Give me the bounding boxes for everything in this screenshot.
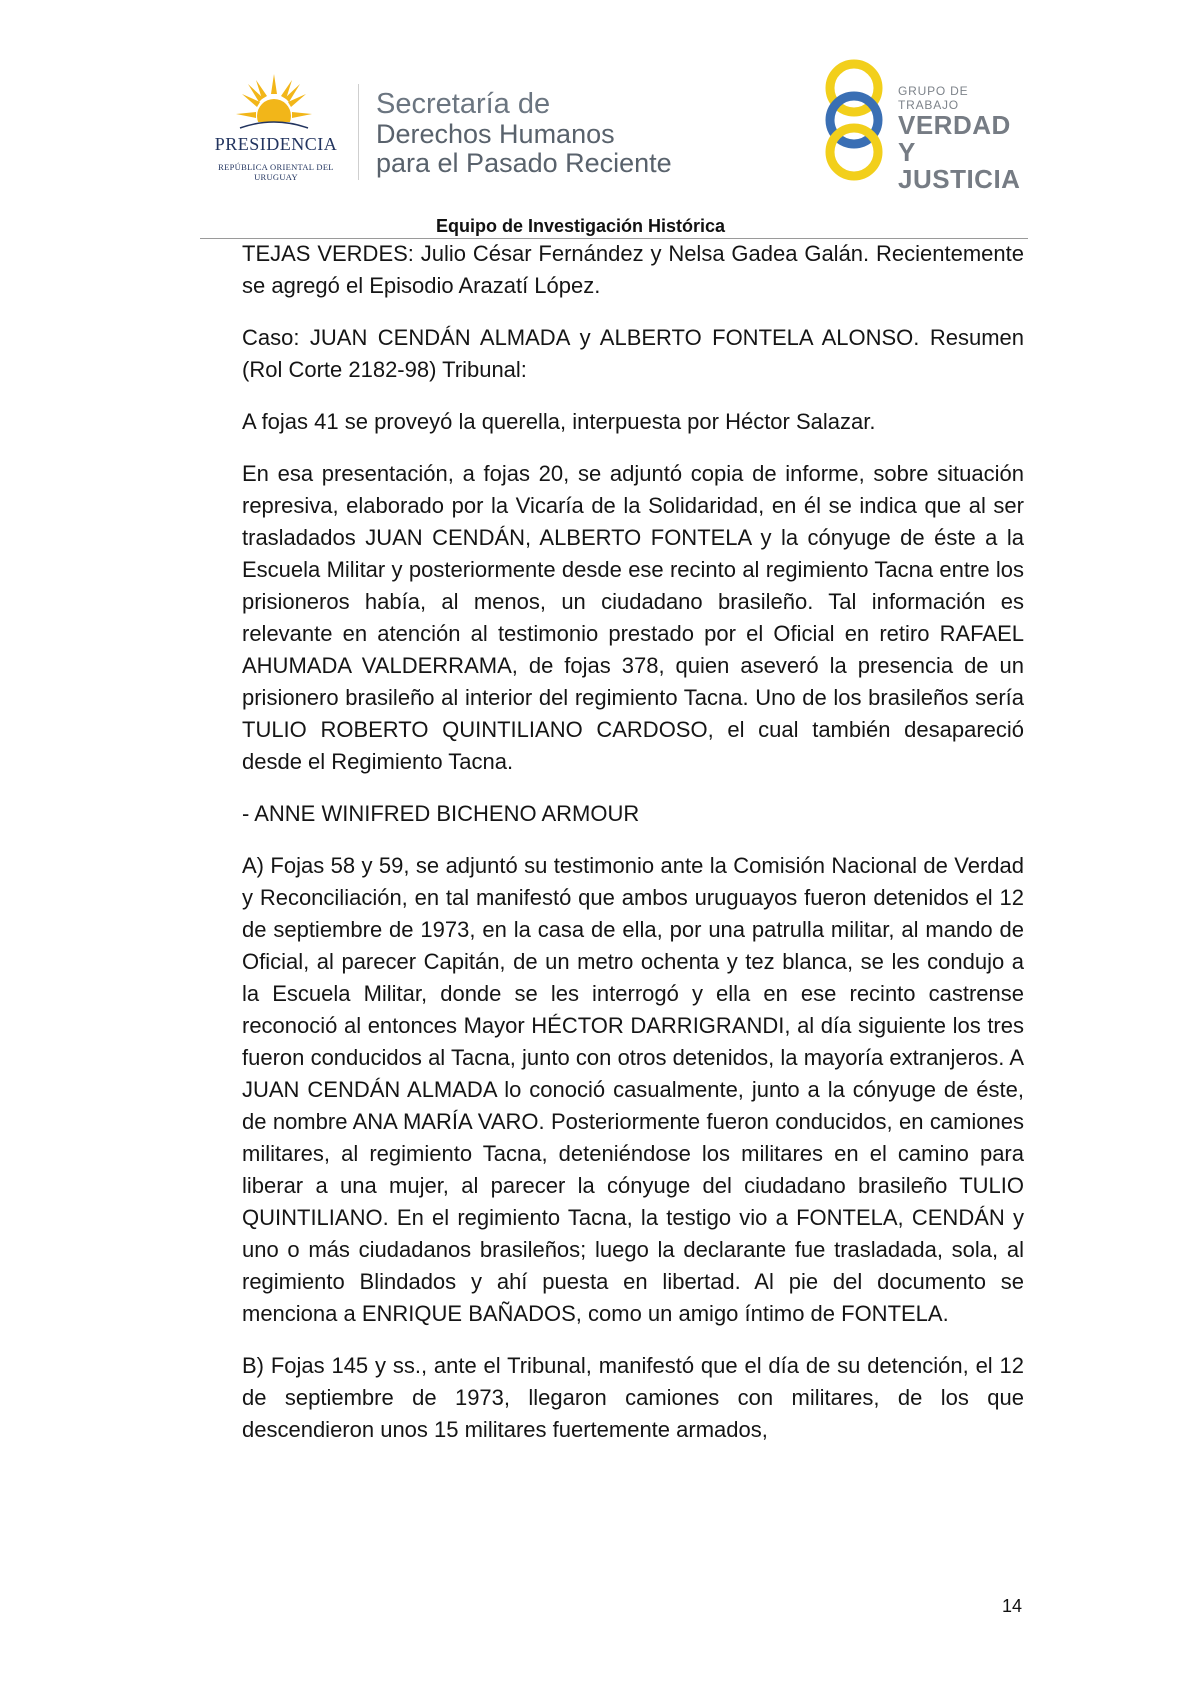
paragraph: B) Fojas 145 y ss., ante el Tribunal, manifestó que el día de su detención, el 12 de septiembre de 1973, llegaron camiones con militares, de los que descendieron unos 15 militares fuertemente armados, [242,1353,1024,1442]
sun-icon [234,72,314,134]
presidencia-wordmark: PRESIDENCIA [214,134,338,154]
presidencia-logo [196,72,356,182]
secretaria-line-2: Derechos Humanos [376,119,615,149]
paragraph: A) Fojas 58 y 59, se adjuntó su testimonio ante la Comisión Nacional de Verdad y Reconciliación, en tal manifestó que ambos uruguayos fueron detenidos el 12 de septiembre de 1973, en la casa de ella, por una patrulla militar, al mando de Oficial, al parecer Capitán, de un metro ochenta y tez blanca, se les condujo a la Escuela Militar, donde se les interrogó y ella en ese recinto castrense reconoció al entonces Mayor HÉCTOR DARRIGRANDI, al día siguiente los tres fueron conducidos al Tacna, junto con otros detenidos, la mayoría extranjeros. A JUAN CENDÁN ALMADA lo conoció casualmente, junto a la cónyuge de éste, de nombre ANA MARÍA VARO. Posteriormente fueron conducidos, en camiones militares, al regimiento Tacna, deteniéndose los militares en el camino para liberar a una mujer, al parecer la cónyuge del ciudadano brasileño TULIO QUINTILIANO. En el regimiento Tacna, la testigo vio a FONTELA, CENDÁN y uno o más ciudadanos brasileños; luego la declarante fue trasladada, sola, al regimiento Blindados y ahí puesta en libertad. Al pie del documento se menciona a ENRIQUE BAÑADOS, como un amigo íntimo de FONTELA. [242,853,1024,1326]
secretaria-line-3: para el Pasado Reciente [376,148,672,178]
secretaria-line-1: Secretaría de [376,88,551,120]
secretaria-logo-text [376,88,672,178]
verdad-label: VERDAD Y [898,110,1011,167]
document-body [242,238,1024,1466]
paragraph: A fojas 41 se proveyó la querella, interpuesta por Héctor Salazar. [242,409,876,434]
rings-icon [818,54,898,184]
paragraph: En esa presentación, a fojas 20, se adjuntó copia de informe, sobre situación represiva, elaborado por la Vicaría de la Solidaridad, en él se indica que al ser trasladados JUAN CENDÁN, ALBERTO FONTELA y la cónyuge de éste a la Escuela Militar y posteriormente desde ese recinto al regimiento Tacna entre los prisioneros había, al menos, un ciudadano brasileño. Tal información es relevante en atención al testimonio prestado por el Oficial en retiro RAFAEL AHUMADA VALDERRAMA, de fojas 378, quien aseveró la presencia de un prisionero brasileño al interior del regimiento Tacna. Uno de los brasileños sería TULIO ROBERTO QUINTILIANO CARDOSO, el cual también desapareció desde el Regimiento Tacna. [242,461,1024,774]
page-number: 14 [1002,1596,1023,1616]
header-divider [358,84,359,180]
paragraph: - ANNE WINIFRED BICHENO ARMOUR [242,801,640,826]
verdad-justicia-text [898,84,1028,193]
justicia-label: JUSTICIA [898,164,1021,194]
presidencia-subtitle: REPÚBLICA ORIENTAL DEL URUGUAY [218,162,334,182]
team-title: Equipo de Investigación Histórica [436,216,726,236]
page-header [0,0,1190,236]
paragraph: Caso: JUAN CENDÁN ALMADA y ALBERTO FONTELA ALONSO. Resumen (Rol Corte 2182-98) Tribunal: [242,325,1024,382]
paragraph: TEJAS VERDES: Julio César Fernández y Nelsa Gadea Galán. Recientemente se agregó el Episodio Arazatí López. [242,241,1024,298]
verdad-justicia-logo [818,54,1028,194]
grupo-de-trabajo-label: GRUPO DE TRABAJO [898,84,969,112]
